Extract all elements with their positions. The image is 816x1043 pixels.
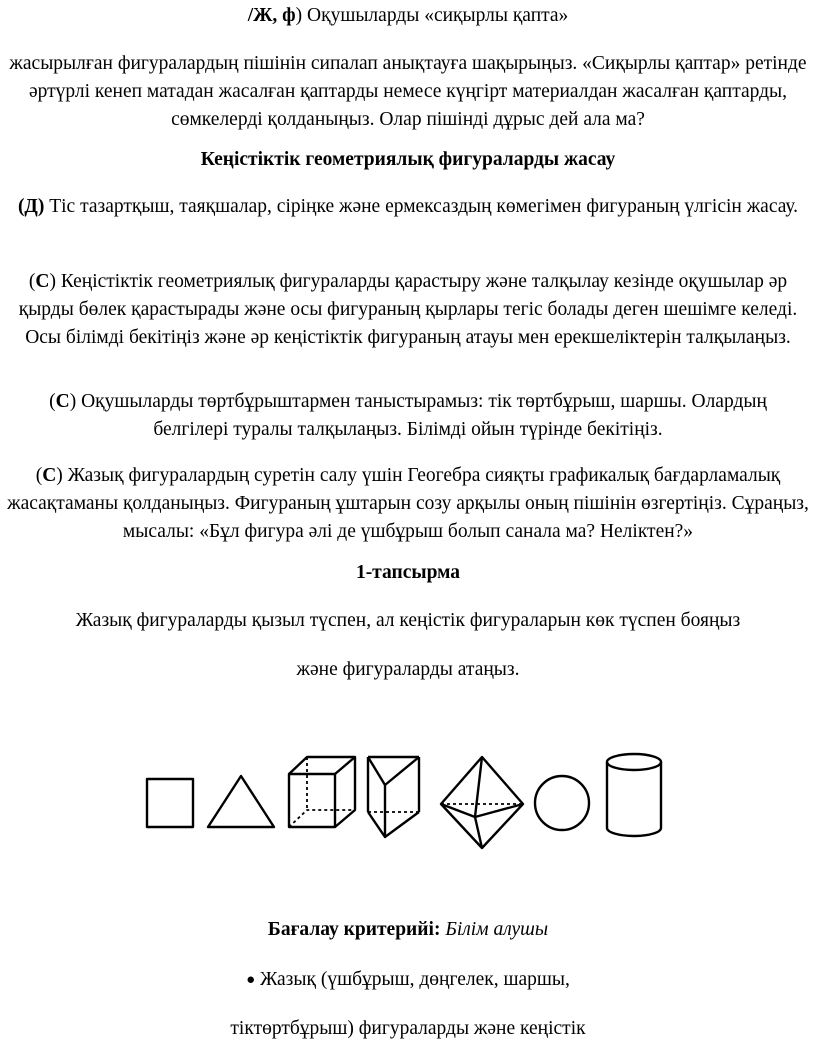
paragraph-d-text: Тіс тазартқыш, таяқшалар, сіріңке және ермексаздың көмегімен фигураның үлгісін жасау.: [44, 196, 799, 217]
intro-continuation: жасырылған фигуралардың пішінін сипалап анықтауға шақырыңыз. «Сиқырлы қаптар» ретінде әртүрлі кенеп матадан жасалған қаптарды немесе күңгірт материалдан жасалған қаптарды, сөмкелерді қолданыңыз. Олар пішінді дұрыс дей ала ма?: [9, 53, 807, 130]
bullet-line-1: [0, 966, 816, 994]
task-heading: 1-тапсырма: [355, 562, 461, 583]
paragraph-c3-text: Жазық фигуралардың суретін салу үшін Геогебра сияқты графикалық бағдарламалық жасақтаманы қолданыңыз. Фигураның ұштарын созу арқылы оның пішінін өзгертіңіз. Сұраңыз, мысалы: «Бұл фигура әлі де үшбұрыш болып санала ма? Неліктен?»: [7, 465, 809, 542]
geometric-figures: [0, 740, 816, 850]
triangular-prism-figure: [368, 757, 419, 837]
cylinder-figure: [607, 754, 661, 836]
paragraph-d-label: (Д): [17, 196, 45, 217]
square-figure: [147, 779, 193, 827]
paragraph-c2: (С) Оқушыларды төртбұрыштармен таныстырамыз: тік төртбұрыш, шаршы. Олардың белгілері туралы талқылаңыз. Білімді ойын түрінде бекітіңіз.: [49, 391, 767, 440]
section-heading: Кеңістіктік геометриялық фигураларды жасау: [200, 149, 616, 170]
paragraph-c2-label: С: [55, 391, 70, 412]
criteria-subject: Білім алушы: [445, 919, 549, 940]
paragraph-c3: (С) Жазық фигуралардың суретін салу үшін Геогебра сияқты графикалық бағдарламалық жасақтаманы қолданыңыз. Фигураның ұштарын созу арқылы оның пішінін өзгертіңіз. Сұраңыз, мысалы: «Бұл фигура әлі де үшбұрыш болып санала ма? Неліктен?»: [7, 465, 809, 542]
cube-figure: [289, 757, 355, 827]
bullet-text-1: Жазық (үшбұрыш, дөңгелек, шаршы,: [260, 969, 570, 990]
intro-line: [0, 2, 816, 30]
paragraph-c2-text: Оқушыларды төртбұрыштармен таныстырамыз: тік төртбұрыш, шаршы. Олардың белгілері туралы талқылаңыз. Білімді ойын түрінде бекітіңіз.: [76, 391, 767, 440]
triangle-figure: [208, 776, 274, 827]
bullet-icon: ●: [246, 972, 256, 988]
task-instruction-line-1: Жазық фигураларды қызыл түспен, ал кеңістік фигураларын көк түспен бояңыз: [75, 610, 741, 631]
circle-figure: [535, 776, 589, 830]
intro-text: ) Оқушыларды «сиқырлы қапта»: [295, 5, 569, 26]
octahedron-figure: [441, 757, 523, 848]
intro-prefix: /Ж, ф: [247, 5, 296, 26]
paragraph-c3-label: С: [42, 465, 57, 486]
paragraph-c1-label: С: [35, 271, 50, 292]
bullet-line-2: тіктөртбұрыш) фигураларды және кеңістік: [230, 1018, 586, 1039]
assessment-criteria: [0, 916, 816, 944]
paragraph-c1: (С) Кеңістіктік геометриялық фигураларды қарастыру және талқылау кезінде оқушылар әр қырды бөлек қарастырады және осы фигураның қырлары тегіс болады деген шешімге келеді. Осы білімді бекітіңіз және әр кеңістіктік фигураның атауы мен ерекшеліктерін талқылаңыз.: [18, 271, 798, 348]
paragraph-d: [12, 193, 804, 221]
criteria-label: Бағалау критерийі:: [267, 919, 441, 940]
task-instruction-line-2: және фигураларды атаңыз.: [296, 659, 520, 680]
paragraph-c1-text: Кеңістіктік геометриялық фигураларды қарастыру және талқылау кезінде оқушылар әр қырды бөлек қарастырады және осы фигураның қырлары тегіс болады деген шешімге келеді. Осы білімді бекітіңіз және әр кеңістіктік фигураның атауы мен ерекшеліктерін талқылаңыз.: [18, 271, 798, 348]
